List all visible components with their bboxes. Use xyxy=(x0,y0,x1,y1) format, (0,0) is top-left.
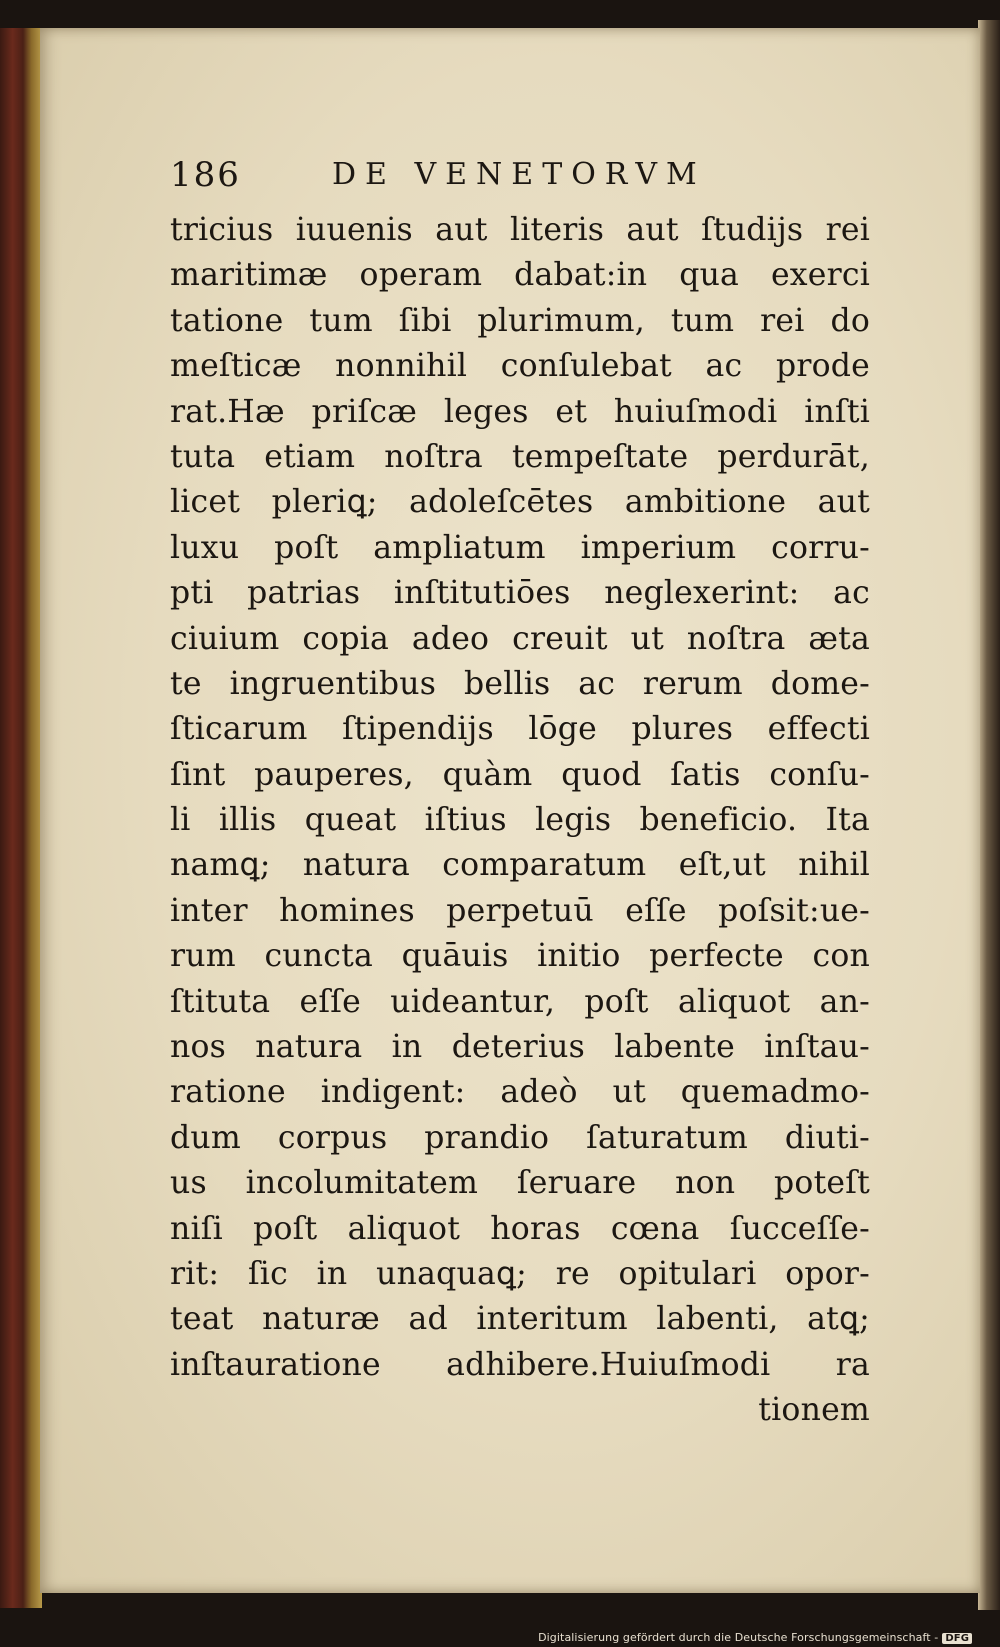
digitization-credit xyxy=(538,1631,972,1644)
text-line: rat.Hæ priſcæ leges et huiuſmodi inſti xyxy=(170,393,870,430)
book-fore-edge xyxy=(978,20,1000,1610)
text-line: li illis queat iſtius legis beneficio. Ita xyxy=(170,802,870,839)
page-number: 186 xyxy=(170,155,241,195)
text-line: teat naturæ ad interitum labenti, atꝗ; xyxy=(170,1301,870,1338)
text-line: ciuium copia adeo creuit ut noſtra æta xyxy=(170,620,870,657)
text-line: namꝗ; natura comparatum eſt,ut nihil xyxy=(170,847,870,884)
text-line: niſi poſt aliquot horas cœna ſucceſſe- xyxy=(170,1210,870,1247)
text-line: ſticarum ſtipendijs lōge plures effecti xyxy=(170,711,870,748)
text-line: tuta etiam noſtra tempeſtate perdurāt, xyxy=(170,438,870,475)
page-header xyxy=(170,155,850,205)
text-line: licet pleriꝗ; adoleſcētes ambitione aut xyxy=(170,484,870,521)
text-line: rum cuncta quāuis initio perfecte con xyxy=(170,938,870,975)
text-line: tatione tum ſibi plurimum, tum rei do xyxy=(170,302,870,339)
credit-text: Digitalisierung gefördert durch die Deutsche Forschungsgemeinschaft - xyxy=(538,1631,939,1644)
text-line: luxu poſt ampliatum imperium corru- xyxy=(170,529,870,566)
text-line: pti patrias inſtitutiōes neglexerint: ac xyxy=(170,575,870,612)
body-text xyxy=(170,208,870,1434)
text-line: inter homines perpetuū eſſe poſsit:ue- xyxy=(170,892,870,929)
text-line: maritimæ operam dabat:in qua exerci xyxy=(170,257,870,294)
text-line: ſtituta eſſe uideantur, poſt aliquot an- xyxy=(170,983,870,1020)
text-line: te ingruentibus bellis ac rerum dome- xyxy=(170,665,870,702)
text-line: tricius iuuenis aut literis aut ſtudijs rei xyxy=(170,212,870,248)
running-head: DE VENETORVM xyxy=(332,157,706,192)
text-line: meſticæ nonnihil conſulebat ac prode xyxy=(170,348,870,385)
text-line: inſtauratione adhibere.Huiuſmodi ra xyxy=(170,1346,870,1383)
text-line: ſint pauperes, quàm quod ſatis conſu- xyxy=(170,756,870,793)
text-line: rit: ſic in unaquaꝗ; re opitulari opor- xyxy=(170,1255,870,1292)
text-line: dum corpus prandio ſaturatum diuti- xyxy=(170,1119,870,1156)
book-spine-edge xyxy=(0,28,42,1608)
text-line: nos natura in deterius labente inſtau- xyxy=(170,1029,870,1066)
text-line: us incolumitatem ſeruare non poteſt xyxy=(170,1165,870,1202)
catchword: tionem xyxy=(758,1392,870,1429)
dfg-logo: DFG xyxy=(942,1633,972,1644)
text-line: ratione indigent: adeò ut quemadmo- xyxy=(170,1074,870,1111)
